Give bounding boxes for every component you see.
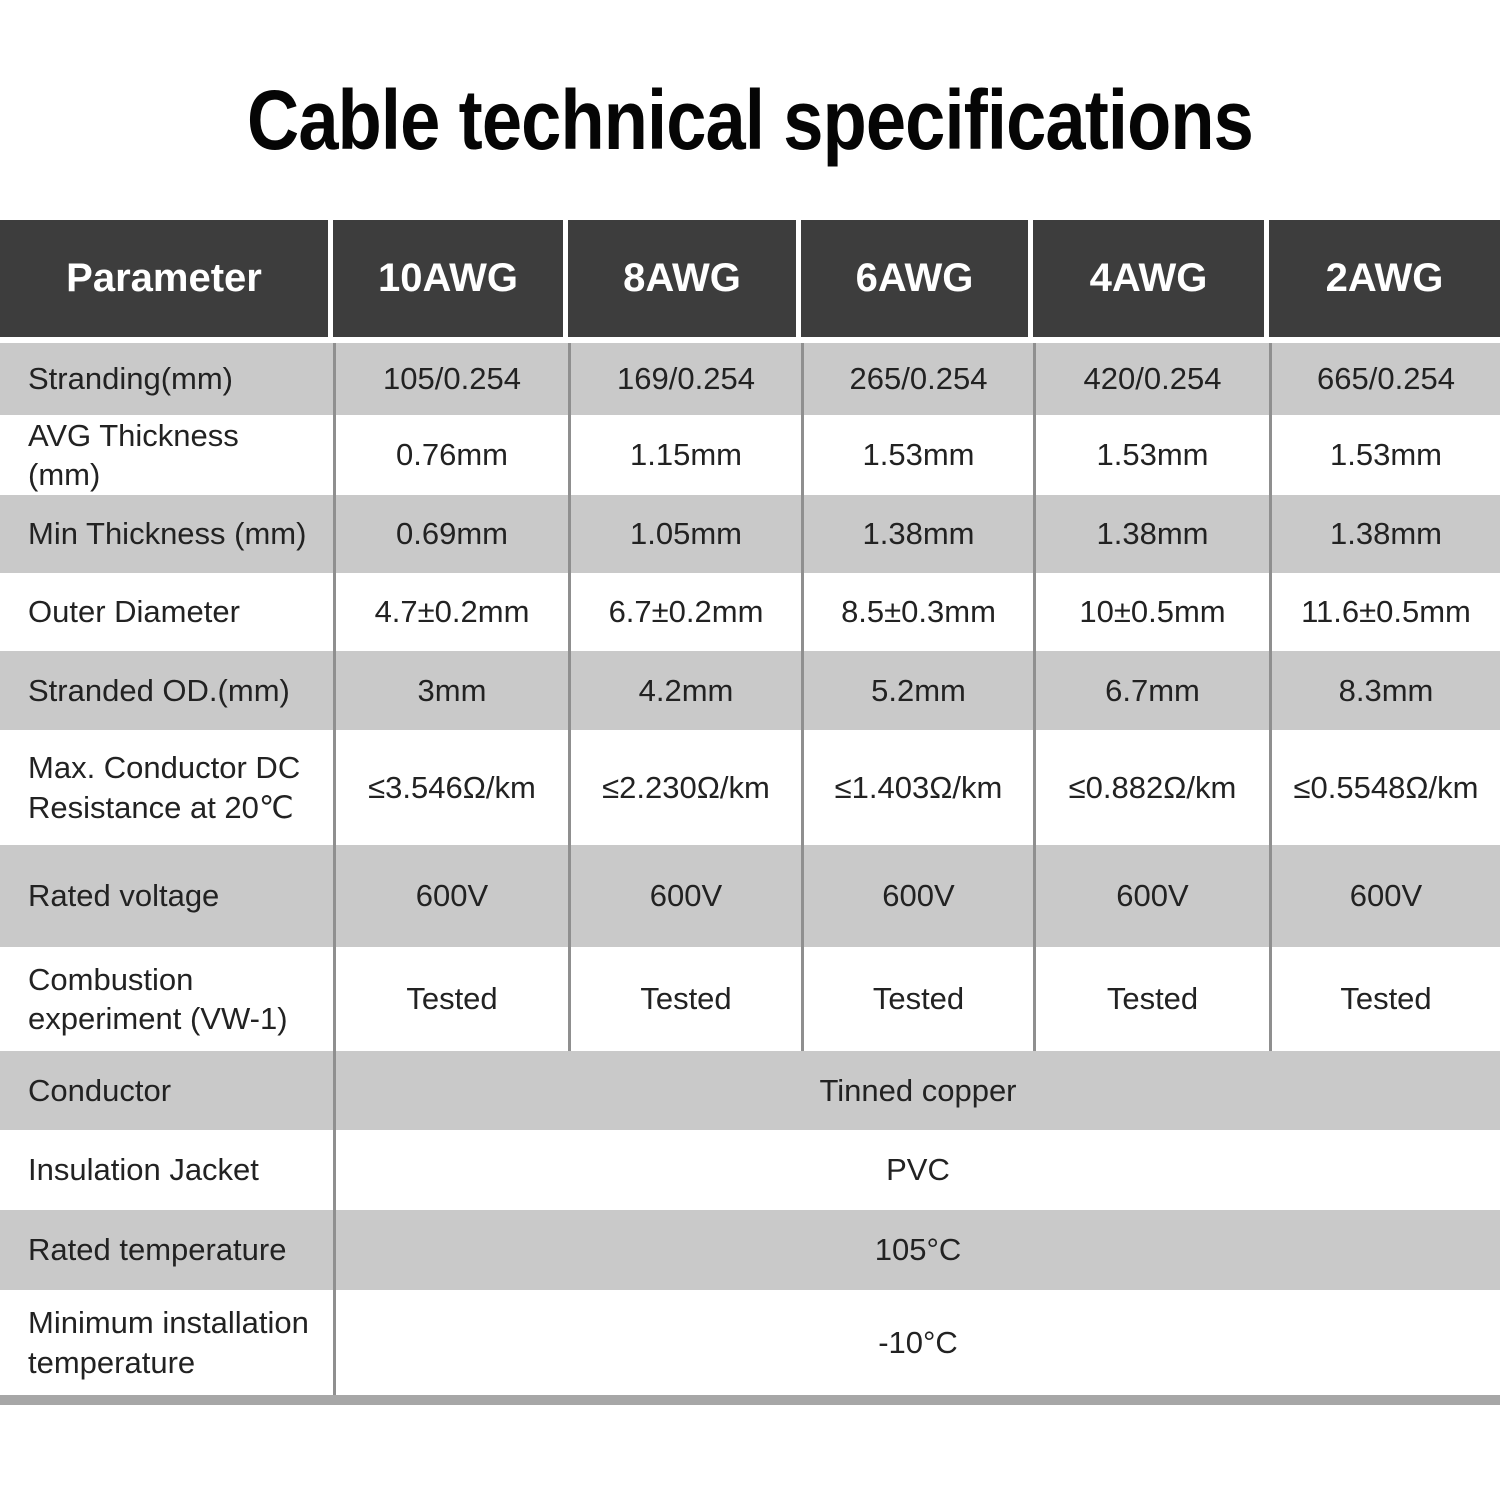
table-cell: 11.6±0.5mm bbox=[1269, 573, 1500, 651]
row-label: Stranded OD.(mm) bbox=[0, 651, 333, 730]
table-cell: 0.76mm bbox=[333, 415, 568, 495]
table-row-min-install-temperature bbox=[0, 1290, 1500, 1395]
row-label: Rated voltage bbox=[0, 845, 333, 947]
row-label: Min Thickness (mm) bbox=[0, 495, 333, 573]
row-label: Minimum installation temperature bbox=[0, 1290, 333, 1395]
table-cell: 169/0.254 bbox=[568, 343, 801, 415]
table-cell: 265/0.254 bbox=[801, 343, 1033, 415]
table-cell-merged: -10°C bbox=[333, 1290, 1500, 1395]
page-title: Cable technical specifications bbox=[247, 73, 1253, 167]
row-label: Outer Diameter bbox=[0, 573, 333, 651]
table-cell: 8.3mm bbox=[1269, 651, 1500, 730]
column-header-parameter: Parameter bbox=[0, 220, 333, 337]
table-cell: Tested bbox=[1033, 947, 1269, 1051]
table-cell: ≤2.230Ω/km bbox=[568, 730, 801, 845]
row-label: Combustion experiment (VW-1) bbox=[0, 947, 333, 1051]
table-row-stranded-od bbox=[0, 651, 1500, 730]
table-row-combustion bbox=[0, 947, 1500, 1051]
row-label: Conductor bbox=[0, 1051, 333, 1130]
row-label: Max. Conductor DC Resistance at 20℃ bbox=[0, 730, 333, 845]
table-cell: Tested bbox=[1269, 947, 1500, 1051]
table-cell: 105/0.254 bbox=[333, 343, 568, 415]
table-cell: ≤1.403Ω/km bbox=[801, 730, 1033, 845]
table-cell: 6.7mm bbox=[1033, 651, 1269, 730]
table-cell: 1.53mm bbox=[1269, 415, 1500, 495]
table-cell: 4.7±0.2mm bbox=[333, 573, 568, 651]
table-cell: 1.05mm bbox=[568, 495, 801, 573]
table-cell: Tested bbox=[333, 947, 568, 1051]
table-cell-merged: Tinned copper bbox=[333, 1051, 1500, 1130]
table-row-avg-thickness bbox=[0, 415, 1500, 495]
table-cell-merged: PVC bbox=[333, 1130, 1500, 1210]
table-row-rated-voltage bbox=[0, 845, 1500, 947]
table-cell: 1.15mm bbox=[568, 415, 801, 495]
column-header-2awg: 2AWG bbox=[1269, 220, 1500, 337]
table-cell: 1.53mm bbox=[801, 415, 1033, 495]
table-cell: 3mm bbox=[333, 651, 568, 730]
table-cell: 420/0.254 bbox=[1033, 343, 1269, 415]
table-row-dc-resistance bbox=[0, 730, 1500, 845]
table-cell: 5.2mm bbox=[801, 651, 1033, 730]
table-cell: 600V bbox=[1033, 845, 1269, 947]
row-label: Rated temperature bbox=[0, 1210, 333, 1290]
row-label: AVG Thickness (mm) bbox=[0, 415, 333, 495]
row-label: Stranding(mm) bbox=[0, 343, 333, 415]
column-header-10awg: 10AWG bbox=[333, 220, 568, 337]
table-cell: 665/0.254 bbox=[1269, 343, 1500, 415]
table-cell: 1.38mm bbox=[1033, 495, 1269, 573]
table-cell: 0.69mm bbox=[333, 495, 568, 573]
table-bottom-border bbox=[0, 1395, 1500, 1405]
column-header-4awg: 4AWG bbox=[1033, 220, 1269, 337]
table-cell: 8.5±0.3mm bbox=[801, 573, 1033, 651]
spec-sheet-page bbox=[0, 73, 1500, 1500]
table-cell: Tested bbox=[568, 947, 801, 1051]
table-cell: ≤0.5548Ω/km bbox=[1269, 730, 1500, 845]
row-label: Insulation Jacket bbox=[0, 1130, 333, 1210]
table-row-rated-temperature bbox=[0, 1210, 1500, 1290]
column-header-6awg: 6AWG bbox=[801, 220, 1033, 337]
table-cell: 1.53mm bbox=[1033, 415, 1269, 495]
table-row-insulation-jacket bbox=[0, 1130, 1500, 1210]
table-cell: 10±0.5mm bbox=[1033, 573, 1269, 651]
table-cell: 1.38mm bbox=[1269, 495, 1500, 573]
table-cell: 600V bbox=[1269, 845, 1500, 947]
column-header-8awg: 8AWG bbox=[568, 220, 801, 337]
table-cell: Tested bbox=[801, 947, 1033, 1051]
table-row-outer-diameter bbox=[0, 573, 1500, 651]
table-cell: 4.2mm bbox=[568, 651, 801, 730]
spec-table bbox=[0, 220, 1500, 1405]
table-cell: 1.38mm bbox=[801, 495, 1033, 573]
table-cell: 6.7±0.2mm bbox=[568, 573, 801, 651]
table-row-stranding bbox=[0, 343, 1500, 415]
table-cell-merged: 105°C bbox=[333, 1210, 1500, 1290]
table-cell: ≤0.882Ω/km bbox=[1033, 730, 1269, 845]
table-cell: 600V bbox=[568, 845, 801, 947]
table-row-conductor bbox=[0, 1051, 1500, 1130]
table-row-min-thickness bbox=[0, 495, 1500, 573]
table-header-row bbox=[0, 220, 1500, 337]
table-cell: 600V bbox=[333, 845, 568, 947]
table-cell: ≤3.546Ω/km bbox=[333, 730, 568, 845]
table-cell: 600V bbox=[801, 845, 1033, 947]
